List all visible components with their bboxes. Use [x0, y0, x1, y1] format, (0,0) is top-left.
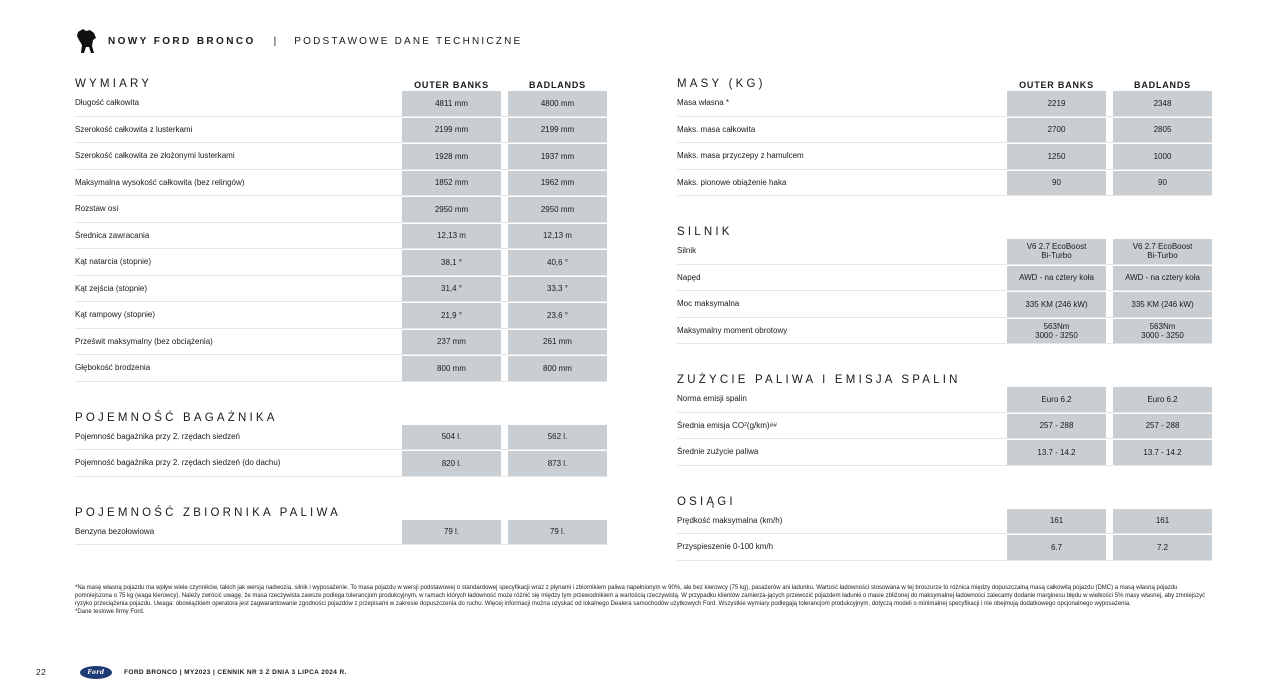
row-label-subscript: 2: [744, 422, 747, 429]
section-title-silnik: SILNIK: [677, 226, 733, 238]
table-zuzycie: [677, 386, 1212, 466]
header-subtitle: PODSTAWOWE DANE TECHNICZNE: [294, 35, 523, 47]
row-label: Silnik: [677, 246, 697, 256]
row-label: Średnie zużycie paliwa: [677, 447, 759, 457]
table-wymiary: [75, 90, 607, 382]
table-row: [75, 223, 607, 250]
value-outer-banks: 2199 mm: [402, 118, 501, 143]
row-label: Prędkość maksymalna (km/h): [677, 515, 783, 525]
row-label-text: Średnia emisja CO: [677, 420, 745, 430]
section-title-wymiary: WYMIARY: [75, 78, 153, 90]
value-line-1: AWD - na cztery koła: [1019, 273, 1094, 283]
row-label: Kąt zejścia (stopnie): [75, 283, 148, 293]
table-row: [677, 534, 1212, 561]
value-badlands: 261 mm: [508, 330, 607, 355]
table-row: [75, 424, 607, 451]
bronco-horse-icon: [76, 28, 98, 54]
value-badlands: 23,6 °: [508, 303, 607, 328]
column-header-badlands-right: BADLANDS: [1134, 80, 1191, 90]
value-outer-banks: 504 l.: [402, 425, 501, 450]
value-outer-banks: 6.7: [1007, 535, 1106, 560]
row-label: [677, 413, 1007, 439]
row-label: Maks. masa całkowita: [677, 124, 756, 134]
row-label: Średnica zawracania: [75, 230, 150, 240]
value-line-2: 3000 - 3250: [1141, 330, 1184, 340]
table-row: [75, 143, 607, 170]
row-label: Przyspieszenie 0-100 km/h: [677, 542, 774, 552]
table-row: [75, 196, 607, 223]
row-label: Norma emisji spalin: [677, 394, 747, 404]
section-title-zbiornik: POJEMNOŚĆ ZBIORNIKA PALIWA: [75, 506, 341, 519]
value-outer-banks: 2700: [1007, 118, 1106, 143]
value-outer-banks: 21,9 °: [402, 303, 501, 328]
value-outer-banks: 1852 mm: [402, 171, 501, 196]
section-title-osiagi: OSIĄGI: [677, 495, 736, 508]
column-header-badlands: BADLANDS: [529, 80, 586, 90]
header-separator: |: [273, 35, 277, 47]
value-badlands: 2950 mm: [508, 197, 607, 222]
table-row: [677, 386, 1212, 413]
value-line-1: 563Nm: [1043, 321, 1070, 331]
value-badlands: [1113, 292, 1212, 317]
value-badlands: [1113, 266, 1212, 291]
section-header-zbiornik: [75, 499, 607, 519]
value-badlands: 873 l.: [508, 451, 607, 476]
value-outer-banks: 237 mm: [402, 330, 501, 355]
table-masy: [677, 90, 1212, 196]
footnote-disclaimer: *Na masę własną pojazdu ma wpływ wiele czynników, takich jak wersja nadwozia, silnik i wyposażenie. To masa pojazdu w wersji podstawowej o standardowej specyfikacji wraz z płynami i zbiornikiem paliwa napełnionym w 90%, ale bez kierowcy (75 kg), pasażerów ani ładunku. Wartość ładowności stosowana w tej broszurze to różnica między dopuszczalną masą całkowitą pojazdu (DMC) a masą własną pojazdu pomniejszona o 75 kg (waga kierowcy). Należy zwrócić uwagę, że masa rzeczywista zawsze podlega tolerancjom produkcyjnym, w ramach których ładowność może różnić się między tym przewodnikiem a wartością rzeczywistą. W przypadku klientów zamierza-jących przewozić pojazdem ładunki o masie zbliżonej do maksymalnej ładowności zalecamy dodanie marginesu błędu w wielkości 5% masy własnej, aby zmniejszyć ryzyko przeciążenia pojazdu. Uwaga: obowiązkiem operatora jest zagwarantowanie zgodności pojazdów z przepisami w zakresie dopuszczenia do ruchu. Więcej informacji można uzyskać od lokalnego Dealera samochodów użytkowych Ford. Wszystkie wymiary podlegają tolerancjom produkcyjnym, dotyczą modeli o minimalnej specyfikacji i nie obejmują dodatkowego opcjonalnego wyposażenia.: [75, 585, 1206, 607]
value-badlands: 2348: [1113, 91, 1212, 116]
value-badlands: 562 l.: [508, 425, 607, 450]
value-outer-banks: 800 mm: [402, 356, 501, 381]
value-outer-banks: [1007, 319, 1106, 344]
value-badlands: 1937 mm: [508, 144, 607, 169]
brand-title: NOWY FORD BRONCO: [108, 35, 256, 47]
value-badlands: 79 l.: [508, 520, 607, 545]
row-label: Napęd: [677, 272, 701, 282]
table-row: [677, 90, 1212, 117]
section-header-silnik: [677, 218, 1212, 238]
value-badlands: 1962 mm: [508, 171, 607, 196]
row-label: Kąt natarcia (stopnie): [75, 257, 152, 267]
table-zbiornik: [75, 519, 607, 546]
value-outer-banks: 161: [1007, 509, 1106, 534]
value-outer-banks: [1007, 292, 1106, 317]
table-row: [75, 90, 607, 117]
value-line-2: Bi-Turbo: [1041, 251, 1072, 261]
table-bagaznik: [75, 424, 607, 477]
table-row: [75, 276, 607, 303]
value-outer-banks: 12,13 m: [402, 224, 501, 249]
table-row: [75, 450, 607, 477]
table-row: [677, 413, 1212, 440]
section-header-bagaznik: [75, 404, 607, 424]
row-label: Prześwit maksymalny (bez obciążenia): [75, 336, 213, 346]
column-header-outer-banks-right: OUTER BANKS: [1019, 80, 1094, 90]
value-badlands: 13.7 - 14.2: [1113, 440, 1212, 465]
table-row: [677, 291, 1212, 318]
section-title-masy: MASY (KG): [677, 78, 766, 90]
section-title-bagaznik: POJEMNOŚĆ BAGAŻNIKA: [75, 411, 278, 424]
value-badlands: 90: [1113, 171, 1212, 196]
row-label: Długość całkowita: [75, 98, 140, 108]
table-row: [677, 143, 1212, 170]
section-header-osiagi: [677, 488, 1212, 508]
row-label: Pojemność bagażnika przy 2. rzędach siedzeń (do dachu): [75, 458, 281, 468]
value-outer-banks: 257 - 288: [1007, 414, 1106, 439]
value-outer-banks: 4811 mm: [402, 91, 501, 116]
value-outer-banks: [1007, 266, 1106, 291]
row-label: Szerokość całkowita z lusterkami: [75, 124, 193, 134]
footer-text: FORD BRONCO | MY2023 | CENNIK NR 3 Z DNIA 3 LIPCA 2024 R.: [124, 668, 347, 676]
section-header-zuzycie: [677, 366, 1212, 386]
footnote-test-data: *Dane testowe firmy Ford.: [75, 609, 145, 615]
row-label: Maks. masa przyczepy z hamulcem: [677, 151, 804, 161]
value-badlands: 2199 mm: [508, 118, 607, 143]
table-osiagi: [677, 508, 1212, 561]
table-row: [75, 117, 607, 144]
table-row: [75, 519, 607, 546]
value-outer-banks: 1250: [1007, 144, 1106, 169]
section-header-wymiary: [75, 70, 607, 90]
table-row: [677, 318, 1212, 345]
table-row: [75, 302, 607, 329]
value-line-1: V6 2.7 EcoBoost: [1026, 242, 1087, 252]
value-badlands: 4800 mm: [508, 91, 607, 116]
value-badlands: 7.2: [1113, 535, 1212, 560]
row-label: Pojemność bagażnika przy 2. rzędach siedzeń: [75, 431, 240, 441]
value-outer-banks: Euro 6.2: [1007, 387, 1106, 412]
value-line-2: 3000 - 3250: [1035, 330, 1078, 340]
footnote: [75, 584, 1212, 616]
value-outer-banks: 90: [1007, 171, 1106, 196]
value-badlands: 40,6 °: [508, 250, 607, 275]
value-badlands: 33,3 °: [508, 277, 607, 302]
row-label: Benzyna bezołowiowa: [75, 526, 155, 536]
value-outer-banks: 2950 mm: [402, 197, 501, 222]
table-row: [75, 249, 607, 276]
row-label: Rozstaw osi: [75, 204, 119, 214]
value-badlands: Euro 6.2: [1113, 387, 1212, 412]
row-label: Szerokość całkowita ze złożonymi lusterkami: [75, 151, 235, 161]
ford-logo-icon: Ford: [80, 666, 112, 679]
row-label: Kąt rampowy (stopnie): [75, 310, 156, 320]
value-line-1: 335 KM (246 kW): [1025, 299, 1088, 309]
value-outer-banks: 13.7 - 14.2: [1007, 440, 1106, 465]
value-line-2: Bi-Turbo: [1147, 251, 1178, 261]
value-outer-banks: 2219: [1007, 91, 1106, 116]
table-row: [677, 439, 1212, 466]
row-label-superscript: ##: [769, 421, 777, 429]
table-silnik: [677, 238, 1212, 344]
value-outer-banks: 820 l.: [402, 451, 501, 476]
value-outer-banks: 31,4 °: [402, 277, 501, 302]
value-badlands: 12,13 m: [508, 224, 607, 249]
value-line-1: V6 2.7 EcoBoost: [1132, 242, 1193, 252]
table-row: [75, 355, 607, 382]
value-badlands: [1113, 319, 1212, 344]
value-outer-banks: 79 l.: [402, 520, 501, 545]
value-outer-banks: 1928 mm: [402, 144, 501, 169]
table-row: [677, 238, 1212, 265]
table-row: [677, 265, 1212, 292]
row-label: Głębokość brodzenia: [75, 363, 151, 373]
row-label: Maksymalna wysokość całkowita (bez relingów): [75, 177, 245, 187]
row-label: Maks. pionowe obiążenie haka: [677, 177, 787, 187]
right-column: [677, 70, 1212, 561]
row-label: Moc maksymalna: [677, 299, 740, 309]
value-badlands: [1113, 239, 1212, 264]
section-header-masy: [677, 70, 1212, 90]
column-header-outer-banks: OUTER BANKS: [414, 80, 489, 90]
section-title-zuzycie: ZUŻYCIE PALIWA I EMISJA SPALIN: [677, 374, 961, 386]
value-badlands: 257 - 288: [1113, 414, 1212, 439]
value-badlands: 800 mm: [508, 356, 607, 381]
value-line-1: 335 KM (246 kW): [1131, 299, 1194, 309]
value-outer-banks: [1007, 239, 1106, 264]
row-label: Maksymalny moment obrotowy: [677, 325, 788, 335]
value-line-1: AWD - na cztery koła: [1125, 273, 1200, 283]
value-badlands: 1000: [1113, 144, 1212, 169]
table-row: [677, 508, 1212, 535]
page-footer: [36, 662, 347, 682]
value-line-1: 563Nm: [1149, 321, 1176, 331]
row-label-unit: (g/km): [746, 420, 770, 430]
value-badlands: 2805: [1113, 118, 1212, 143]
row-label: Masa własna *: [677, 98, 730, 108]
value-outer-banks: 38,1 °: [402, 250, 501, 275]
table-row: [677, 170, 1212, 197]
left-column: [75, 70, 607, 545]
value-badlands: 161: [1113, 509, 1212, 534]
table-row: [75, 329, 607, 356]
page-number: 22: [36, 667, 47, 677]
page-header: [76, 28, 522, 54]
table-row: [677, 117, 1212, 144]
table-row: [75, 170, 607, 197]
